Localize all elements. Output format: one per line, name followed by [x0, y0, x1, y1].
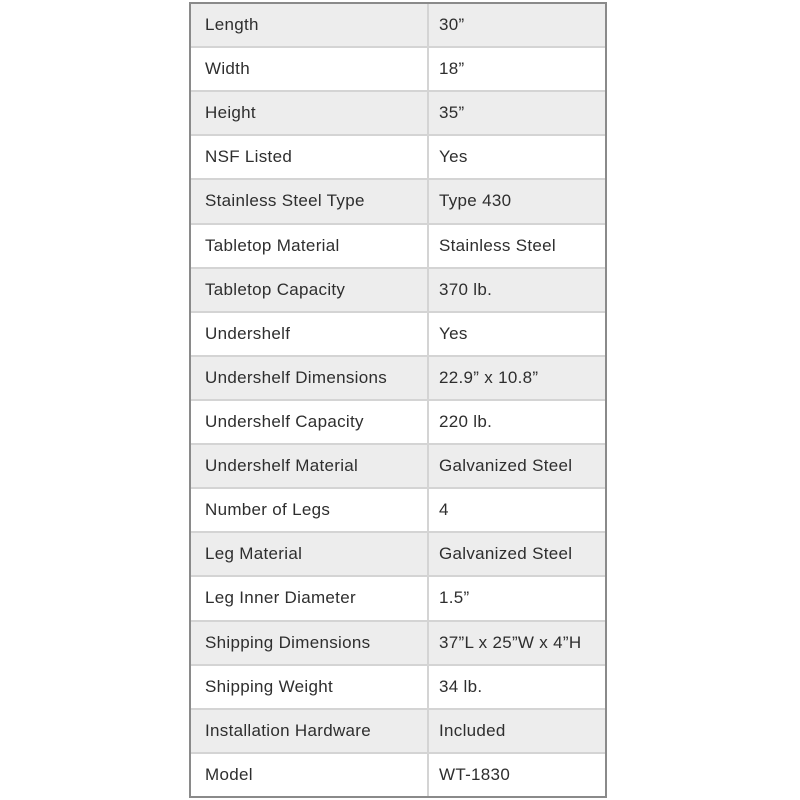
spec-row-shipping-weight — [191, 666, 605, 710]
spec-value: WT-1830 — [439, 764, 511, 784]
spec-value: Yes — [439, 147, 468, 167]
spec-row-undershelf-material — [191, 445, 605, 489]
spec-row-length — [191, 4, 605, 48]
spec-row-leg-inner-diameter — [191, 577, 605, 621]
spec-label: Undershelf Material — [191, 445, 429, 487]
spec-value: 34 lb. — [439, 676, 483, 696]
spec-value: 22.9” x 10.8” — [439, 367, 539, 387]
spec-label: Undershelf Dimensions — [191, 357, 429, 399]
spec-row-width — [191, 48, 605, 92]
spec-value: 37”L x 25”W x 4”H — [439, 632, 582, 652]
spec-label: Shipping Weight — [191, 666, 429, 708]
spec-label: Undershelf — [191, 313, 429, 355]
spec-value: 1.5” — [439, 588, 470, 608]
spec-label: Length — [191, 4, 429, 46]
spec-label: Tabletop Material — [191, 225, 429, 267]
spec-row-model — [191, 754, 605, 796]
spec-label: Model — [191, 754, 429, 796]
spec-value: 35” — [439, 103, 465, 123]
spec-value: 370 lb. — [439, 279, 493, 299]
spec-value: Yes — [439, 323, 468, 343]
spec-row-tabletop-material — [191, 225, 605, 269]
spec-label: Number of Legs — [191, 489, 429, 531]
spec-label: Leg Inner Diameter — [191, 577, 429, 619]
spec-row-undershelf-capacity — [191, 401, 605, 445]
spec-row-undershelf-dimensions — [191, 357, 605, 401]
spec-row-undershelf — [191, 313, 605, 357]
spec-value: 18” — [439, 59, 465, 79]
spec-row-nsf-listed — [191, 136, 605, 180]
spec-row-steel-type — [191, 180, 605, 224]
spec-label: Leg Material — [191, 533, 429, 575]
spec-label: Stainless Steel Type — [191, 180, 429, 222]
spec-row-number-of-legs — [191, 489, 605, 533]
spec-value: Stainless Steel — [439, 235, 556, 255]
spec-value: Galvanized Steel — [439, 456, 573, 476]
spec-value: Galvanized Steel — [439, 544, 573, 564]
spec-row-height — [191, 92, 605, 136]
spec-value: 30” — [439, 15, 465, 35]
spec-label: Shipping Dimensions — [191, 622, 429, 664]
spec-label: Undershelf Capacity — [191, 401, 429, 443]
spec-table — [189, 2, 607, 798]
spec-label: NSF Listed — [191, 136, 429, 178]
spec-value: 220 lb. — [439, 412, 493, 432]
spec-label: Tabletop Capacity — [191, 269, 429, 311]
spec-row-tabletop-capacity — [191, 269, 605, 313]
spec-label: Width — [191, 48, 429, 90]
spec-row-shipping-dimensions — [191, 622, 605, 666]
spec-value: 4 — [439, 500, 449, 520]
spec-value: Type 430 — [439, 191, 512, 211]
spec-row-leg-material — [191, 533, 605, 577]
spec-label: Installation Hardware — [191, 710, 429, 752]
spec-label: Height — [191, 92, 429, 134]
spec-value: Included — [439, 720, 506, 740]
spec-row-installation-hardware — [191, 710, 605, 754]
